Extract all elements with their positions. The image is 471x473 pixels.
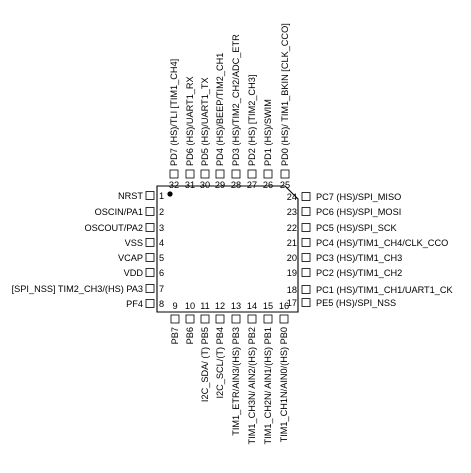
pin-label-13: TIM1_ETR/AIN3/(HS) PB3 [231,327,242,436]
pin-number-4: 4 [159,238,165,249]
pin-number-12: 12 [214,301,226,311]
pin-pad-26 [264,170,272,178]
pin-number-1: 1 [159,191,165,202]
pin-pad-12 [216,315,224,323]
pin-number-8: 8 [159,299,165,310]
pin-number-21: 21 [286,238,297,249]
pin-pad-9 [171,315,179,323]
pin-number-28: 28 [230,180,242,190]
pin-label-9: PB7 [170,327,181,345]
chip-body [157,186,298,312]
pin-label-14: TIM1_CH3N/ AIN2/(HS) PB2 [247,327,258,445]
pin-number-27: 27 [246,180,258,190]
pin-pad-21 [302,239,310,247]
pin-pad-13 [232,315,240,323]
pin-label-31: PD6 (HS)/UART1_RX [185,76,196,166]
pin-pad-20 [302,254,310,262]
pin-label-30: PD5 (HS)/UART1_TX [200,77,211,166]
pin-pad-14 [248,315,256,323]
pin-pad-29 [216,170,224,178]
pin-label-21: PC4 (HS)/TIM1_CH4/CLK_CCO [316,238,449,249]
pin-label-8: PF4 [126,299,143,310]
pin-label-16: TIM1_CH1N/AIN0/(HS) PB0 [279,327,290,443]
pin-label-2: OSCIN/PA1 [94,207,143,218]
pin-pad-8 [146,300,154,308]
pin-number-15: 15 [262,301,274,311]
pin-label-24: PC7 (HS)/SPI_MISO [316,192,402,203]
pin-pad-10 [186,315,194,323]
pin-pad-19 [302,269,310,277]
pin-number-20: 20 [286,253,297,264]
pin-number-14: 14 [246,301,258,311]
pin-number-11: 11 [200,301,210,311]
pin-label-17: PE5 (HS)/SPI_NSS [316,298,397,309]
pin-number-23: 23 [286,207,297,218]
pin-number-17: 17 [286,298,297,309]
pin-pad-25 [281,170,289,178]
pin-pad-15 [264,315,272,323]
pin-number-13: 13 [230,301,242,311]
pin-label-4: VSS [124,238,143,249]
pin-pad-23 [302,208,310,216]
pin-label-3: OSCOUT/PA2 [84,223,143,234]
pin-label-19: PC2 (HS)/TIM1_CH2 [316,268,403,279]
pin-number-9: 9 [172,301,178,311]
pin-pad-3 [146,224,154,232]
pin-pad-18 [302,286,310,294]
pin-label-26: PD1 (HS)/SWIM [263,99,274,166]
pin-number-16: 16 [278,301,290,311]
pin-label-25: PD0 (HS)/ TIM1_BKIN [CLK_CCO] [280,23,291,166]
pin-label-20: PC3 (HS)/TIM1_CH3 [316,253,403,264]
pin-label-11: I2C_SDA/ (T) PB5 [200,327,211,403]
pin-label-29: PD4 (HS)/BEEP/TIM2_CH1 [215,52,226,166]
pin-pad-30 [201,170,209,178]
pin-label-27: PD2 (HS) [TIM2_CH3] [247,74,258,166]
pin-pad-17 [302,299,310,307]
pin-number-6: 6 [159,268,165,279]
pin-number-25: 25 [279,180,291,190]
pin-pad-11 [201,315,209,323]
pin-number-32: 32 [168,180,180,190]
pin-pad-32 [170,170,178,178]
pin-label-12: I2C_SCL/(T) PB4 [215,327,226,399]
pin-pad-16 [280,315,288,323]
pin-label-7: [SPI_NSS] TIM2_CH3/(HS) PA3 [11,284,143,295]
pin1-marker-dot [167,191,172,196]
pin-pad-22 [302,224,310,232]
pin-number-29: 29 [214,180,226,190]
pin-label-32: PD7 (HS)/TLI [TIM1_CH4] [169,58,180,166]
pin-label-28: PD3 (HS)/TIM2_CH2/ADC_ETR [231,34,242,166]
pin-pad-27 [248,170,256,178]
pin-label-1: NRST [117,191,143,202]
pin-pad-7 [146,285,154,293]
pin-label-6: VDD [123,268,143,279]
pin-label-15: TIM1_CH2N/ AIN1/(HS) PB1 [263,327,274,445]
pin-pad-4 [146,239,154,247]
pin-pad-31 [186,170,194,178]
pin-number-2: 2 [159,207,165,218]
pin-number-30: 30 [199,180,211,190]
pin-number-24: 24 [286,192,297,203]
pin-pad-28 [232,170,240,178]
pin-pad-5 [146,254,154,262]
pin-label-18: PC1 (HS)/TIM1_CH1/UART1_CK [316,285,453,296]
pin-pad-1 [146,192,154,200]
pin-number-31: 31 [184,180,196,190]
pin-number-3: 3 [159,223,165,234]
pin-label-5: VCAP [117,253,143,264]
pin-number-18: 18 [286,285,297,296]
pin-number-26: 26 [262,180,274,190]
pin-pad-2 [146,208,154,216]
pin-label-10: PB6 [185,327,196,345]
pin-number-22: 22 [286,223,297,234]
pin-label-22: PC5 (HS)/SPI_SCK [316,223,397,234]
pin-number-10: 10 [184,301,196,311]
pin-label-23: PC6 (HS)/SPI_MOSI [316,207,402,218]
pin-pad-6 [146,269,154,277]
pin-pad-24 [302,193,310,201]
pin-number-19: 19 [286,268,297,279]
pin-number-7: 7 [159,284,165,295]
pin-number-5: 5 [159,253,165,264]
